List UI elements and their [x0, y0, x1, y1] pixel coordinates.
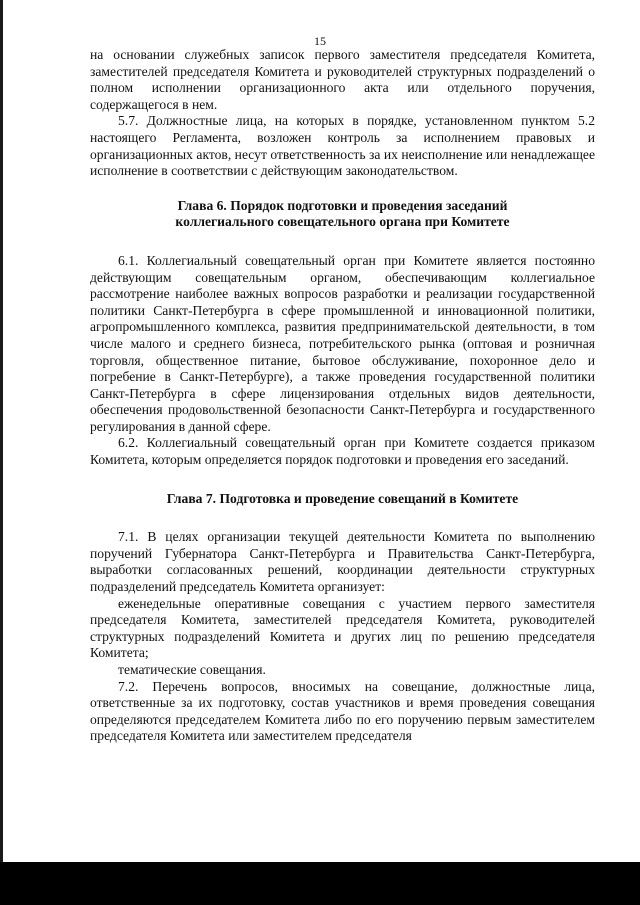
chapter-7-title: Глава 7. Подготовка и проведение совещаний в Комитете [166, 490, 519, 506]
scan-left-edge [0, 0, 3, 862]
paragraph-thematic-meetings: тематические совещания. [118, 662, 266, 677]
paragraph-continuation: на основании служебных записок первого заместителя председателя Комитета, заместителей председателя Комитета и руководителей структурных подразделений о полном исполнении организационного акта или отдельного поручения, содержащегося в нем. [90, 47, 595, 112]
paragraph-weekly-meetings: еженедельные оперативные совещания с участием первого заместителя председателя Комитета, заместителей председателя Комитета, руководителей структурных подразделений Комитета и других лиц по решению председателя Комитета; [90, 595, 595, 661]
paragraph-6-1: 6.1. Коллегиальный совещательный орган при Комитете является постоянно действующим совещательным органом, обеспечивающим коллегиальное рассмотрение наиболее важных вопросов разработки и реализации государственной политики Санкт-Петербурга в сфере промышленной и инновационной политики, агропромышленного комплекса, развития предпринимательской деятельности, в том числе малого и среднего бизнеса, потребительского рынка (оптовая и розничная торговля, общественное питание, бытовое обслуживание, похоронное дело и погребение в Санкт-Петербурге), а также проведения государственной политики Санкт-Петербурга в сфере лицензирования отдельных видов деятельности, обеспечения продовольственной безопасности Санкт-Петербурга и государственного регулирования в данной сфере. [90, 252, 595, 434]
paragraph-7-2: 7.2. Перечень вопросов, вносимых на совещание, должностные лица, ответственные за их подготовку, состав участников и время проведения совещания определяются председателем Комитета либо по его поручению первым заместителем председателя Комитета или заместителем председателя [90, 678, 595, 744]
paragraph-7-1: 7.1. В целях организации текущей деятельности Комитета по выполнению поручений Губернатора Санкт-Петербурга и Правительства Санкт-Петербурга, выработки согласованных решений, координации деятельности структурных подразделений председатель Комитета организует: [90, 529, 595, 595]
document-body [90, 47, 595, 745]
chapter-6-title-line-1: Глава 6. Порядок подготовки и проведения заседаний [177, 197, 508, 213]
paragraph-5-7: 5.7. Должностные лица, на которых в порядке, установленном пунктом 5.2 настоящего Регламента, возложен контроль за исполнением правовых и организационных актов, несут ответственность за их неисполнение или ненадлежащее исполнение в соответствии с действующим законодательством. [90, 113, 595, 179]
scan-bottom-border [0, 862, 640, 905]
chapter-6-title [90, 198, 595, 231]
paragraph-6-2: 6.2. Коллегиальный совещательный орган при Комитете создается приказом Комитета, которым определяется порядок подготовки и проведения его заседаний. [90, 435, 595, 468]
chapter-6-title-line-2: коллегиального совещательного органа при Комитете [175, 214, 510, 230]
page-number: 15 [314, 34, 326, 48]
